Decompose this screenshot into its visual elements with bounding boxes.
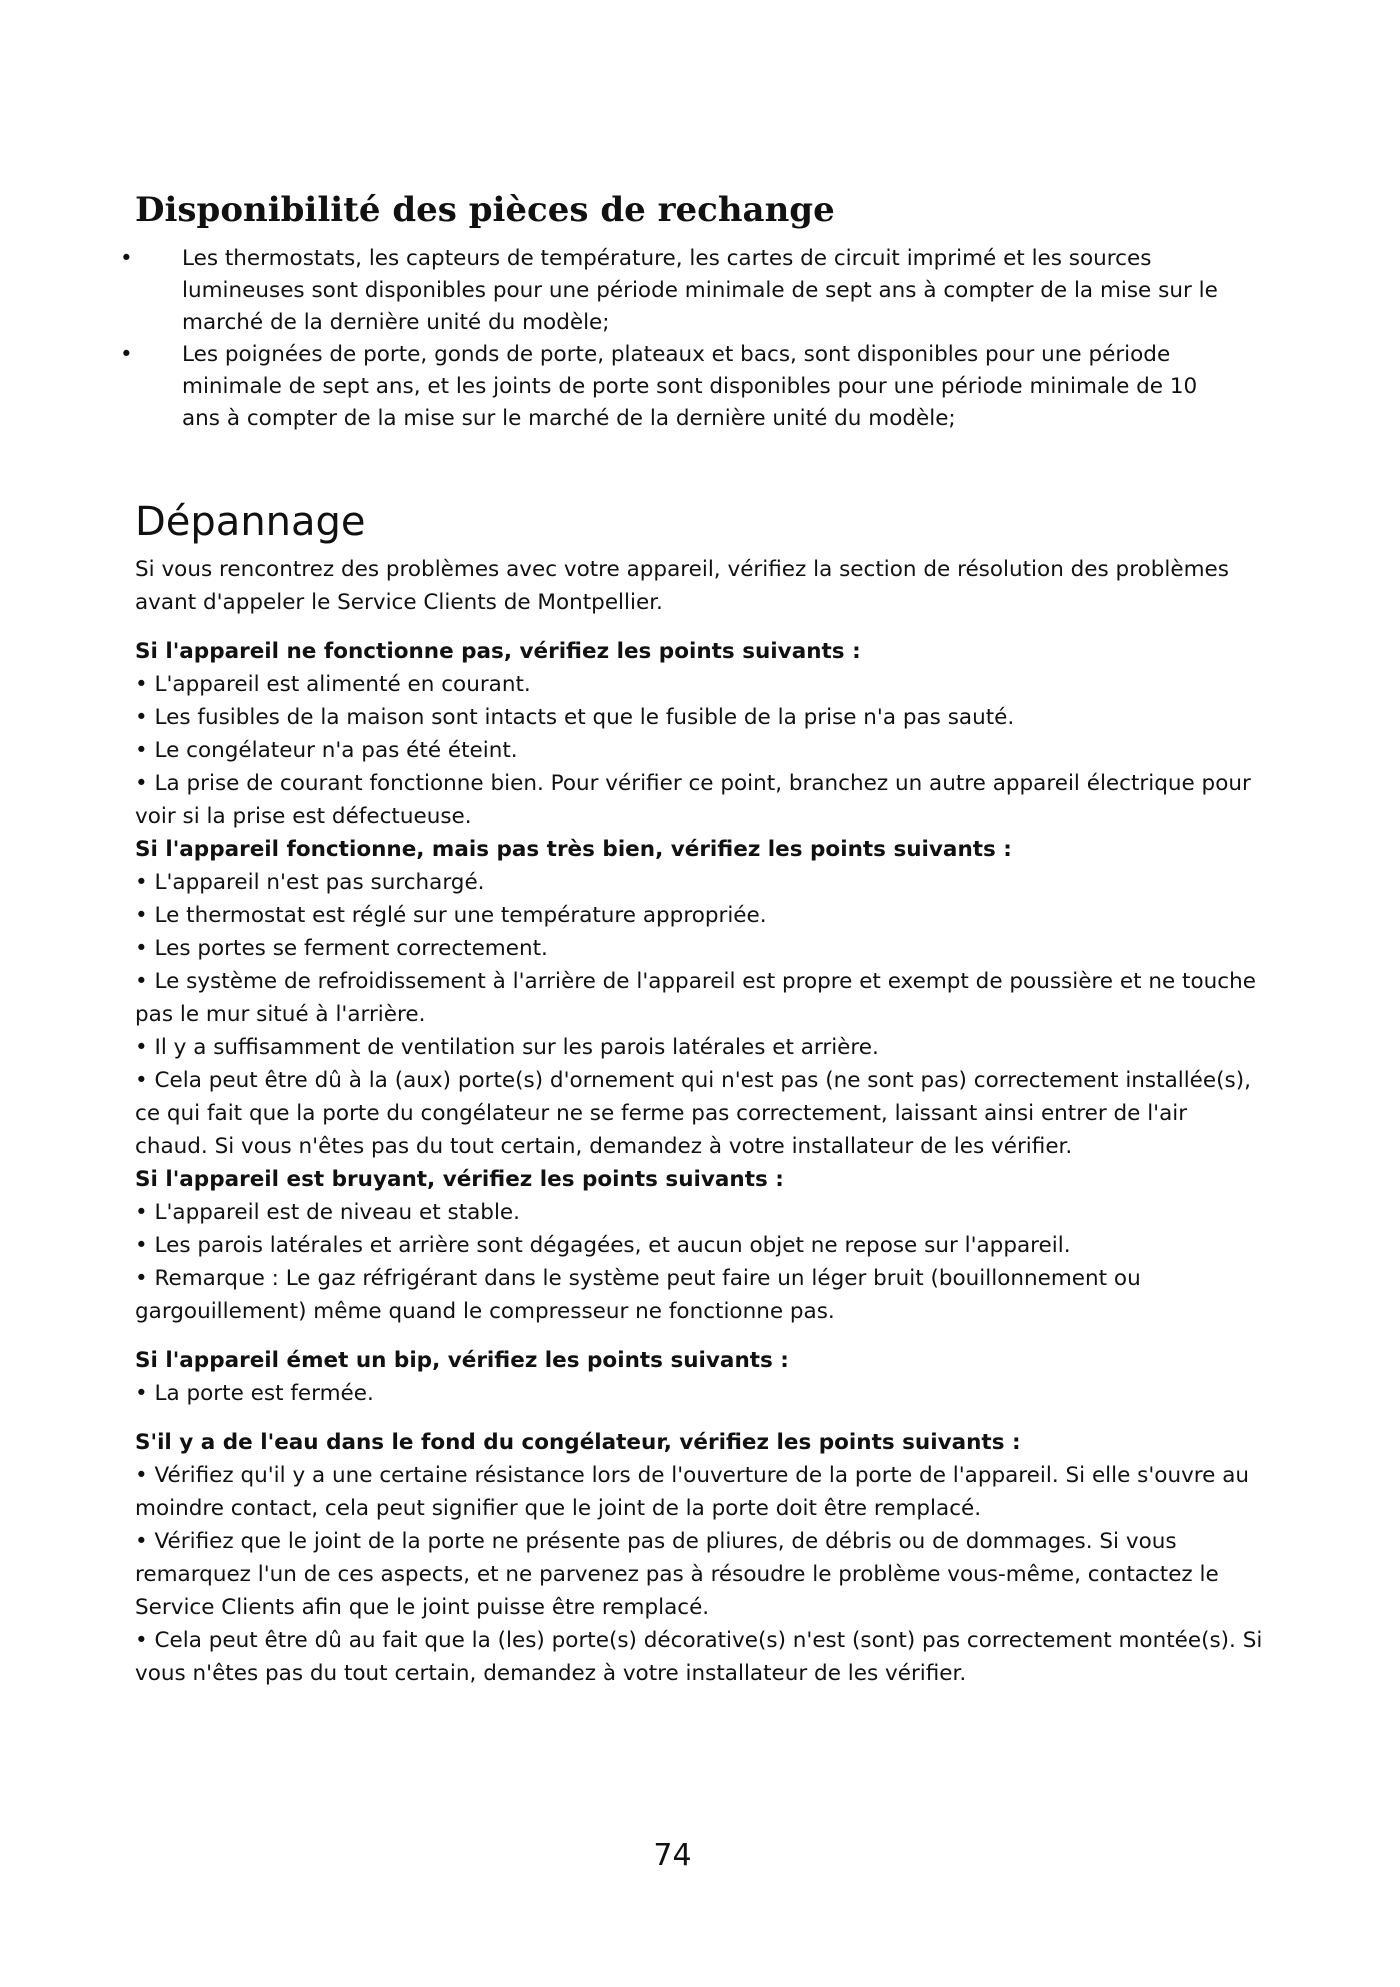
check-item: • Le thermostat est réglé sur une température appropriée. (135, 903, 767, 928)
bullet-icon: • (120, 246, 133, 271)
check-item: • Cela peut être dû au fait que la (les) porte(s) décorative(s) n'est (sont) pas correctement montée(s). Si vous n'êtes pas du tout certain, demandez à votre installateur de les vérifier. (135, 1628, 1263, 1686)
check-item: • La porte est fermée. (135, 1381, 374, 1406)
spare-parts-item-text: Les thermostats, les capteurs de température, les cartes de circuit imprimé et les sources lumineuses sont disponibles pour une période minimale de sept ans à compter de la mise sur le marché de la dernière unité du modèle; (182, 246, 1218, 335)
check-item: • Il y a suffisamment de ventilation sur les parois latérales et arrière. (135, 1035, 879, 1060)
check-heading-noisy: Si l'appareil est bruyant, vérifiez les points suivants : (135, 1167, 784, 1192)
spare-parts-item (120, 243, 1240, 339)
spare-parts-item-text: Les poignées de porte, gonds de porte, plateaux et bacs, sont disponibles pour une période minimale de sept ans, et les joints de porte sont disponibles pour une période minimale de 10 ans à compter de la mise sur le marché de la dernière unité du modèle; (182, 342, 1198, 431)
check-item: • Les portes se ferment correctement. (135, 936, 548, 961)
bullet-icon: • (120, 342, 133, 367)
check-item: • Les fusibles de la maison sont intacts et que le fusible de la prise n'a pas sauté. (135, 705, 1015, 730)
check-item: • Vérifiez qu'il y a une certaine résistance lors de l'ouverture de la porte de l'appareil. Si elle s'ouvre au moindre contact, cela peut signifier que le joint de la porte doit être remplacé. (135, 1463, 1250, 1521)
troubleshooting-intro: Si vous rencontrez des problèmes avec votre appareil, vérifiez la section de résolution des problèmes avant d'appeler le Service Clients de Montpellier. (135, 557, 1229, 615)
spare-parts-title: Disponibilité des pièces de rechange (135, 190, 835, 230)
check-item: • La prise de courant fonctionne bien. Pour vérifier ce point, branchez un autre appareil électrique pour voir si la prise est défectueuse. (135, 771, 1251, 829)
check-item: • L'appareil est de niveau et stable. (135, 1200, 520, 1225)
check-heading-not-working: Si l'appareil ne fonctionne pas, vérifiez les points suivants : (135, 639, 861, 664)
check-heading-beeping: Si l'appareil émet un bip, vérifiez les points suivants : (135, 1348, 789, 1373)
check-item: • Les parois latérales et arrière sont dégagées, et aucun objet ne repose sur l'appareil. (135, 1233, 1071, 1258)
check-item: • Le congélateur n'a pas été éteint. (135, 738, 518, 763)
check-item: • Remarque : Le gaz réfrigérant dans le système peut faire un léger bruit (bouillonnement ou gargouillement) même quand le compresseur ne fonctionne pas. (135, 1266, 1141, 1324)
spare-parts-list (120, 243, 1240, 435)
troubleshooting-body (135, 553, 1265, 1690)
page-number: 74 (653, 1838, 692, 1873)
spare-parts-item (120, 339, 1240, 435)
check-item: • Cela peut être dû à la (aux) porte(s) d'ornement qui n'est pas (ne sont pas) correctement installée(s), ce qui fait que la porte du congélateur ne se ferme pas correctement, laissant ainsi entrer de l'air chaud. Si vous n'êtes pas du tout certain, demandez à votre installateur de les vérifier. (135, 1068, 1251, 1159)
troubleshooting-title: Dépannage (135, 499, 366, 545)
check-item: • L'appareil n'est pas surchargé. (135, 870, 485, 895)
check-heading-water: S'il y a de l'eau dans le fond du congélateur, vérifiez les points suivants : (135, 1430, 1021, 1455)
check-item: • Le système de refroidissement à l'arrière de l'appareil est propre et exempt de poussière et ne touche pas le mur situé à l'arrière. (135, 969, 1256, 1027)
check-item: • L'appareil est alimenté en courant. (135, 672, 531, 697)
check-item: • Vérifiez que le joint de la porte ne présente pas de pliures, de débris ou de dommages. Si vous remarquez l'un de ces aspects, et ne parvenez pas à résoudre le problème vous-même, contactez le Service Clients afin que le joint puisse être remplacé. (135, 1529, 1219, 1620)
check-heading-poor-performance: Si l'appareil fonctionne, mais pas très bien, vérifiez les points suivants : (135, 837, 1012, 862)
